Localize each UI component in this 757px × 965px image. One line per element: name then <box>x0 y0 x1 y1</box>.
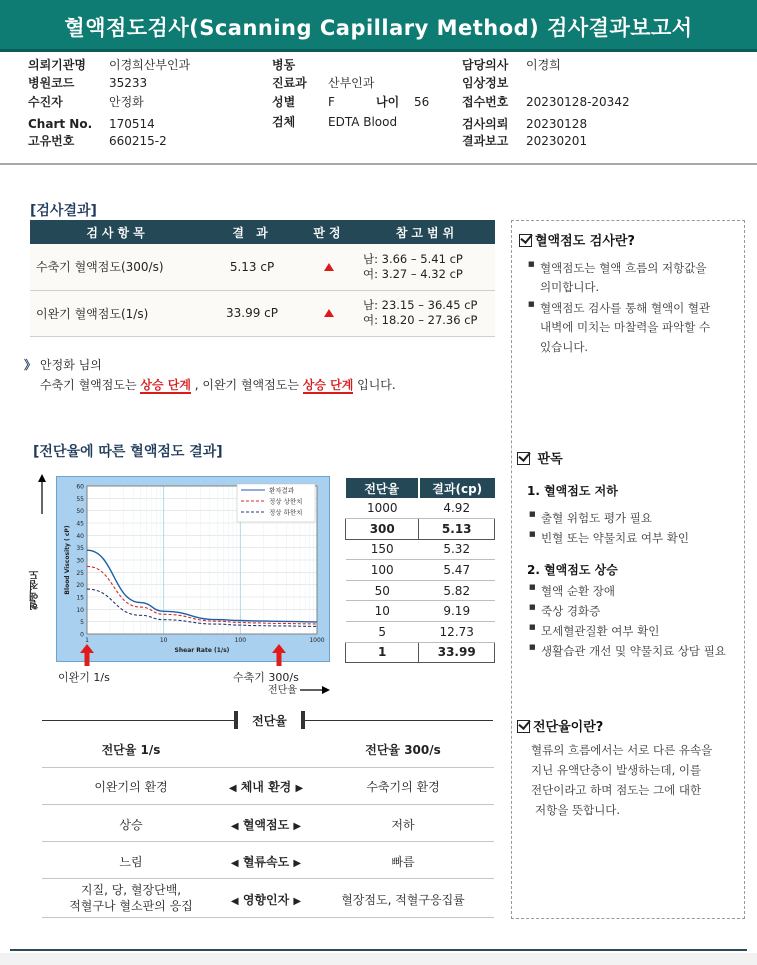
x-axis-label: Shear Rate (1/s) <box>174 647 230 654</box>
compare-axis-label: 전단율 <box>252 714 287 728</box>
systolic-label: 수축기 300/s <box>233 671 299 684</box>
legend-entry: 정상 상한치 <box>269 497 303 506</box>
shear-row <box>346 580 495 601</box>
result-section-title: [검사결과] <box>30 203 97 219</box>
compare-middle-text: 체내 환경 <box>240 780 292 794</box>
info-value: 35233 <box>109 76 148 90</box>
compare-head-row <box>42 736 494 768</box>
side-paragraph: 지닌 유액단층이 발생하는데, 이를 <box>531 763 702 777</box>
side-paragraph: 저항을 뜻합니다. <box>535 803 621 817</box>
shear-row-highlight <box>346 519 495 540</box>
shear-rate: 5 <box>346 622 419 643</box>
summary-text-part: , 이완기 혈액점도는 <box>190 378 303 392</box>
shear-value: 5.82 <box>419 580 495 601</box>
header-item: 검사항목 <box>30 220 205 244</box>
shear-rate: 50 <box>346 580 419 601</box>
shear-axis-label <box>268 681 330 696</box>
shear-rate: 100 <box>346 560 419 581</box>
y-tick-label: 55 <box>76 495 84 503</box>
checkbox-icon <box>517 452 530 465</box>
report-title: 혈액점도검사(Scanning Capillary Method) 검사결과보고서 <box>64 16 693 40</box>
side-heading-text: 전단율이란? <box>533 720 604 735</box>
info-value: 안정화 <box>109 95 144 109</box>
side-heading <box>517 716 603 735</box>
shear-axis-text: 전단율 <box>268 685 297 696</box>
info-row <box>28 94 144 110</box>
triangle-left-icon: ◀ <box>230 858 239 869</box>
info-value: 20230128 <box>526 117 588 131</box>
compare-middle <box>220 891 312 908</box>
diastolic-label: 이완기 1/s <box>58 671 110 684</box>
info-value: 660215-2 <box>109 134 167 148</box>
info-value: EDTA Blood <box>328 115 398 129</box>
y-tick-label: 0 <box>80 631 84 639</box>
compare-right: 빠름 <box>391 855 415 869</box>
shear-row <box>346 622 495 643</box>
side-heading-text: 판독 <box>537 452 563 467</box>
arrow-up-icon <box>36 474 48 514</box>
info-value: 산부인과 <box>328 76 375 90</box>
legend-entry: 정상 하한치 <box>269 508 303 517</box>
triangle-left-icon: ◀ <box>230 821 239 832</box>
shear-row <box>346 498 495 519</box>
result-reference <box>359 290 495 336</box>
info-row <box>28 75 148 91</box>
info-key: 접수번호 <box>462 95 509 109</box>
header-reference: 참고범위 <box>359 220 495 244</box>
info-key: 성별 <box>272 95 296 109</box>
x-tick-label: 100 <box>234 637 247 644</box>
compare-middle <box>220 853 312 870</box>
shear-row <box>346 601 495 622</box>
summary <box>24 356 396 393</box>
side-bullet-cont: 내벽에 미치는 마찰력을 파악할 수 <box>540 320 711 334</box>
info-key: 임상정보 <box>462 76 509 90</box>
info-row <box>28 133 167 149</box>
info-value: 20230128-20342 <box>526 95 630 109</box>
reference-female: 여: 3.27 – 4.32 cP <box>363 266 463 281</box>
info-value: 이경희산부인과 <box>109 58 191 72</box>
compare-left: 이완기의 환경 <box>94 780 168 794</box>
compare-middle-text: 혈액점도 <box>242 818 290 832</box>
info-row <box>462 57 561 73</box>
result-value: 33.99 cP <box>205 290 299 336</box>
compare-axis-line-left <box>42 720 234 721</box>
compare-head-right: 전단율 300/s <box>365 743 441 757</box>
triangle-right-icon: ▶ <box>293 821 302 832</box>
info-row <box>272 114 398 130</box>
compare-right: 저하 <box>391 818 415 832</box>
result-item: 이완기 혈액점도(1/s) <box>30 290 205 336</box>
y-tick-label: 35 <box>76 545 84 553</box>
y-tick-label: 5 <box>80 619 84 627</box>
side-heading-text: 혈액점도 검사란? <box>535 234 635 249</box>
side-bullet-cont: 있습니다. <box>540 340 589 354</box>
shear-value: 9.19 <box>419 601 495 622</box>
report-title-bar <box>0 0 757 52</box>
shear-rate: 150 <box>346 539 419 560</box>
triangle-left-icon: ◀ <box>228 783 237 794</box>
y-tick-label: 40 <box>76 532 84 540</box>
compare-right: 혈장점도, 적혈구응집률 <box>341 893 465 907</box>
info-key: 결과보고 <box>462 134 509 148</box>
info-key: 수진자 <box>28 95 63 109</box>
info-key: 검사의뢰 <box>462 117 509 131</box>
side-paragraph: 전단이라고 하며 점도는 그에 대한 <box>531 783 702 797</box>
header-judge: 판정 <box>299 220 359 244</box>
compare-row <box>42 768 494 805</box>
side-heading <box>519 230 635 249</box>
shear-table <box>345 478 495 663</box>
compare-left <box>42 882 220 914</box>
compare-middle-text: 혈류속도 <box>242 855 290 869</box>
side-bullet: ■ 출혈 위험도 평가 필요 <box>541 510 652 526</box>
shear-rate: 300 <box>346 519 419 540</box>
shear-value: 5.32 <box>419 539 495 560</box>
reference-male: 남: 23.15 – 36.45 cP <box>363 298 478 312</box>
info-row <box>272 75 375 91</box>
info-row <box>272 57 295 73</box>
side-bullet: ■ 생활습관 개선 및 약물치료 상담 필요 <box>541 643 726 659</box>
shear-rate: 1000 <box>346 498 419 519</box>
red-up-arrow-icon <box>80 644 94 666</box>
shear-value: 33.99 <box>419 642 495 663</box>
triangle-right-icon: ▶ <box>293 896 302 907</box>
systolic-status: 상승 단계 <box>140 378 191 392</box>
y-tick-label: 25 <box>76 569 84 577</box>
result-reference <box>359 244 495 290</box>
info-row <box>462 133 588 149</box>
chart-svg <box>57 477 331 663</box>
info-key: 진료과 <box>272 76 307 90</box>
y-tick-label: 10 <box>76 606 84 614</box>
compare-left: 느림 <box>119 855 143 869</box>
y-axis-label: Blood Viscosity ( cP) <box>64 525 71 595</box>
info-key: 나이 <box>376 95 400 109</box>
red-up-arrow-icon <box>272 644 286 666</box>
compare-row <box>42 879 494 918</box>
triangle-right-icon: ▶ <box>293 858 302 869</box>
side-subheading: 1. 혈액점도 저하 <box>527 484 618 498</box>
reference-male: 남: 3.66 – 5.41 cP <box>363 251 463 266</box>
reference-female: 여: 18.20 – 27.36 cP <box>363 313 478 327</box>
checkbox-icon <box>519 234 532 247</box>
y-tick-label: 50 <box>76 508 84 516</box>
shear-rate: 1 <box>346 642 419 663</box>
divider <box>0 163 757 165</box>
info-key: 검체 <box>272 115 296 129</box>
shear-row-highlight <box>346 642 495 663</box>
y-tick-label: 15 <box>76 594 84 602</box>
result-item: 수축기 혈액점도(300/s) <box>30 244 205 290</box>
outer-ylabel: 혈액점도 <box>30 570 41 610</box>
side-paragraph: 혈류의 흐름에서는 서로 다른 유속을 <box>531 743 713 757</box>
shear-row <box>346 539 495 560</box>
side-heading <box>517 448 563 467</box>
info-key: 담당의사 <box>462 58 509 72</box>
info-row <box>462 116 588 132</box>
viscosity-chart <box>56 476 330 662</box>
header-value: 결 과 <box>205 220 299 244</box>
y-tick-label: 60 <box>76 483 84 491</box>
double-chevron-icon: 》 <box>24 358 37 372</box>
shear-value: 5.47 <box>419 560 495 581</box>
result-value: 5.13 cP <box>205 244 299 290</box>
header-result: 결과(cp) <box>419 478 495 498</box>
summary-text-part: 수축기 혈액점도는 <box>40 378 141 392</box>
info-value: 170514 <box>109 117 155 131</box>
shear-value: 4.92 <box>419 498 495 519</box>
info-value: 56 <box>414 95 430 109</box>
compare-row <box>42 805 494 842</box>
y-tick-label: 45 <box>76 520 84 528</box>
info-key: Chart No. <box>28 117 93 131</box>
side-bullet: ■ 혈액 순환 장애 <box>541 583 615 599</box>
result-judge <box>299 244 359 290</box>
side-bullet: ■ 죽상 경화증 <box>541 603 600 619</box>
info-row <box>28 116 155 132</box>
y-tick-label: 30 <box>76 557 84 565</box>
info-key: 의뢰기관명 <box>28 58 86 72</box>
info-row <box>462 94 630 110</box>
shear-row <box>346 560 495 581</box>
side-bullet: ■ 혈액점도는 혈액 흐름의 저항값을 <box>540 260 707 276</box>
checkbox-icon <box>517 720 530 733</box>
up-arrow-icon <box>324 263 334 271</box>
info-key: 병동 <box>272 58 296 72</box>
shear-section-title: [전단율에 따른 혈액점도 결과] <box>33 444 223 460</box>
result-judge <box>299 290 359 336</box>
side-bullet: ■ 모세혈관질환 여부 확인 <box>541 623 659 639</box>
compare-middle <box>220 816 312 833</box>
info-key: 병원코드 <box>28 76 75 90</box>
x-tick-label: 1 <box>85 637 89 644</box>
compare-left-line: 적혈구나 혈소판의 응집 <box>69 899 193 913</box>
y-tick-label: 20 <box>76 582 84 590</box>
triangle-left-icon: ◀ <box>230 896 239 907</box>
shear-value: 5.13 <box>419 519 495 540</box>
compare-right: 수축기의 환경 <box>366 780 440 794</box>
header-rate: 전단율 <box>346 478 419 498</box>
result-header-row <box>30 220 495 244</box>
info-row <box>28 57 191 73</box>
compare-axis-cap-right <box>301 711 305 729</box>
footer-line <box>10 949 747 951</box>
info-value: 이경희 <box>526 58 561 72</box>
x-tick-label: 1000 <box>309 637 325 644</box>
info-value: 20230201 <box>526 134 588 148</box>
side-bullet-cont: 의미합니다. <box>540 280 600 294</box>
shear-rate: 10 <box>346 601 419 622</box>
arrow-right-icon <box>300 686 330 694</box>
diastolic-status: 상승 단계 <box>302 378 354 392</box>
legend-entry: 환자결과 <box>269 486 295 495</box>
footer-band <box>0 953 757 965</box>
up-arrow-icon <box>324 309 334 317</box>
compare-axis-line-right <box>303 720 493 721</box>
info-row <box>462 75 508 91</box>
summary-text-part: 입니다. <box>353 378 396 392</box>
result-row <box>30 244 495 290</box>
compare-middle <box>220 778 312 795</box>
result-row <box>30 290 495 336</box>
side-bullet: ■ 빈혈 또는 약물치료 여부 확인 <box>541 530 689 546</box>
summary-text <box>40 376 396 393</box>
summary-name: 안정화 님의 <box>40 358 102 372</box>
info-value: F <box>328 95 335 109</box>
result-table <box>30 220 495 337</box>
compare-row <box>42 842 494 879</box>
compare-head-left: 전단율 1/s <box>101 743 161 757</box>
side-subheading: 2. 혈액점도 상승 <box>527 563 618 577</box>
compare-middle-text: 영향인자 <box>242 893 290 907</box>
triangle-right-icon: ▶ <box>295 783 304 794</box>
info-row <box>272 94 430 110</box>
compare-left-line: 지질, 당, 혈장단백, <box>80 883 182 897</box>
side-bullet: ■ 혈액점도 검사를 통해 혈액이 혈관 <box>540 300 710 316</box>
x-tick-label: 10 <box>159 637 168 644</box>
compare-left: 상승 <box>119 818 143 832</box>
summary-name-line <box>24 356 396 373</box>
shear-header-row <box>346 478 495 498</box>
shear-value: 12.73 <box>419 622 495 643</box>
info-key: 고유번호 <box>28 134 75 148</box>
